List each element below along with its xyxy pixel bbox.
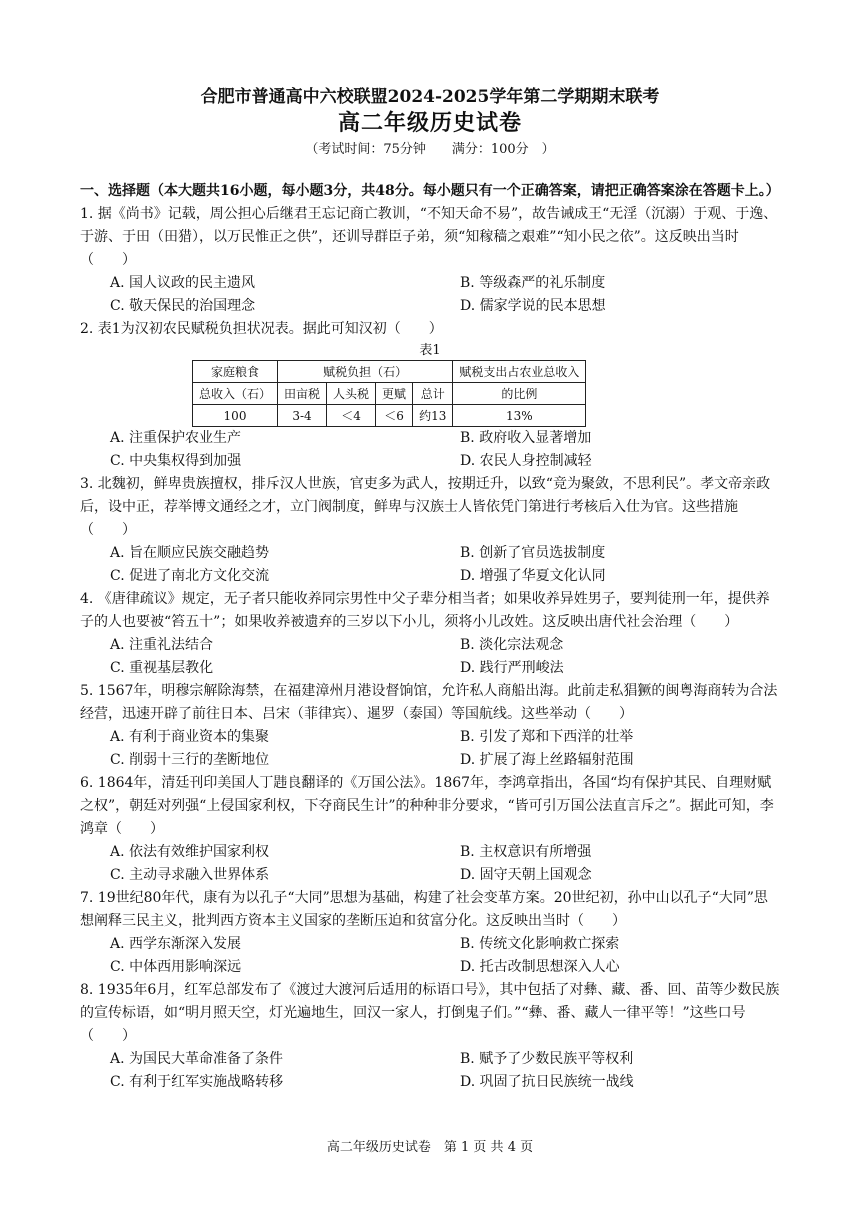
question-list (80, 180, 780, 1094)
question-3-options (80, 542, 780, 588)
option-a: A. 注重礼法结合 (110, 637, 214, 653)
question-5-stem: 5. 1567年，明穆宗解除海禁，在福建漳州月港设督饷馆，允许私人商船出海。此前走私猖獗的闽粤海商转为合法经营，迅速开辟了前往日本、吕宋（菲律宾）、暹罗（泰国）等国航线。这些举动（ ） (80, 683, 778, 722)
question-7-options (80, 933, 780, 979)
option-c: C. 敬天保民的治国理念 (110, 298, 256, 314)
question-6-stem: 6. 1864年，清廷刊印美国人丁韪良翻译的《万国公法》。1867年，李鸿章指出，各国“均有保护其民、自理财赋之权”，朝廷对列强“上侵国家利权，下夺商民生计”的种种非分要求，“皆可引万国公法直言斥之”。据此可知，李鸿章（ ） (80, 775, 774, 837)
question-6-options (80, 841, 780, 887)
option-c: C. 中央集权得到加强 (110, 453, 242, 469)
option-c: C. 促进了南北方文化交流 (110, 568, 270, 584)
option-b: B. 传统文化影响救亡探索 (460, 936, 620, 952)
option-a: A. 有利于商业资本的集聚 (110, 729, 270, 745)
option-b: B. 政府收入显著增加 (460, 430, 592, 446)
table-header-ren: 人头税 (327, 383, 376, 405)
cell-income: 100 (193, 405, 278, 427)
page-footer: 高二年级历史试卷 第 1 页 共 4 页 (326, 1140, 534, 1155)
cell-total: 约13 (413, 405, 453, 427)
option-b: B. 淡化宗法观念 (460, 637, 564, 653)
question-1-options (80, 272, 780, 318)
question-5-options (80, 726, 780, 772)
option-d: D. 固守天朝上国观念 (460, 867, 592, 883)
question-4-options (80, 634, 780, 680)
option-a: A. 为国民大革命准备了条件 (110, 1051, 284, 1067)
question-2-options (80, 427, 780, 473)
exam-time-score: （考试时间：75分钟 满分：100分 ） (305, 142, 555, 157)
table-header-total: 总计 (413, 383, 453, 405)
cell-tian: 3-4 (278, 405, 327, 427)
table-header-tax: 赋税负担（石） (278, 361, 453, 383)
option-a: A. 依法有效维护国家利权 (110, 844, 270, 860)
table-header-ratio-2: 的比例 (453, 383, 586, 405)
table-row (193, 405, 586, 427)
question-7-stem: 7. 19世纪80年代，康有为以孔子“大同”思想为基础，构建了社会变革方案。20世纪初，孙中山以孔子“大同”思想阐释三民主义，批判西方资本主义国家的垄断压迫和贫富分化。这反映出当时（ ） (80, 890, 768, 929)
table-header-geng: 更赋 (376, 383, 413, 405)
cell-geng: ＜6 (376, 405, 413, 427)
option-a: A. 注重保护农业生产 (110, 430, 242, 446)
option-a: A. 旨在顺应民族交融趋势 (110, 545, 270, 561)
table-caption: 表1 (419, 343, 441, 358)
section-heading: 一、选择题（本大题共16小题，每小题3分，共48分。每小题只有一个正确答案，请把正确答案涂在答题卡上。） (80, 183, 780, 199)
table-header-income: 家庭粮食 (193, 361, 278, 383)
option-d: D. 扩展了海上丝路辐射范围 (460, 752, 634, 768)
question-4-stem: 4. 《唐律疏议》规定，无子者只能收养同宗男性中父子辈分相当者；如果收养异姓男子，要判徒刑一年，提供养子的人也要被“笞五十”；如果收养被遗弃的三岁以下小儿，须将小儿改姓。这反映出唐代社会治理（ ） (80, 591, 770, 630)
option-b: B. 等级森严的礼乐制度 (460, 275, 606, 291)
table-header-tian: 田亩税 (278, 383, 327, 405)
option-d: D. 巩固了抗日民族统一战线 (460, 1074, 634, 1090)
question-1-stem: 1. 据《尚书》记载，周公担心后继君王忘记商亡教训，“不知天命不易”，故告诫成王“无淫（沉溺）于观、于逸、于游、于田（田猎），以万民惟正之供”，还训导群臣子弟，须“知稼穑之艰难”“知小民之依”。这反映出当时（ ） (80, 206, 778, 268)
question-3-stem: 3. 北魏初，鲜卑贵族擅权，排斥汉人世族，官吏多为武人，按期迁升，以致“竞为聚敛，不思利民”。孝文帝亲政后，设中正，荐举博文通经之才，立门阀制度，鲜卑与汉族士人皆依凭门第进行考核后入仕为官。这些措施（ ） (80, 476, 771, 538)
table-header-ratio: 赋税支出占农业总收入 (453, 361, 586, 383)
option-a: A. 西学东渐深入发展 (110, 936, 242, 952)
option-c: C. 削弱十三行的垄断地位 (110, 752, 270, 768)
option-a: A. 国人议政的民主遗风 (110, 275, 256, 291)
exam-title: 合肥市普通高中六校联盟2024-2025学年第二学期期末联考 (200, 87, 660, 107)
option-b: B. 引发了郑和下西洋的壮举 (460, 729, 634, 745)
question-8-options (80, 1048, 780, 1094)
option-d: D. 增强了华夏文化认同 (460, 568, 606, 584)
cell-ratio: 13% (453, 405, 586, 427)
option-b: B. 主权意识有所增强 (460, 844, 592, 860)
option-d: D. 践行严刑峻法 (460, 660, 564, 676)
tax-table (192, 360, 586, 427)
option-c: C. 中体西用影响深远 (110, 959, 242, 975)
question-2-stem: 2. 表1为汉初农民赋税负担状况表。据此可知汉初（ ） (80, 321, 443, 337)
option-b: B. 创新了官员选拔制度 (460, 545, 606, 561)
option-c: C. 重视基层教化 (110, 660, 214, 676)
question-8-stem: 8. 1935年6月，红军总部发布了《渡过大渡河后适用的标语口号》，其中包括了对彝、藏、番、回、苗等少数民族的宣传标语，如“明月照天空，灯光遍地生，回汉一家人，打倒鬼子们。”“彝、番、藏人一律平等！”这些口号（ ） (80, 982, 780, 1044)
option-d: D. 农民人身控制减轻 (460, 453, 592, 469)
option-b: B. 赋予了少数民族平等权利 (460, 1051, 634, 1067)
exam-subject-title: 高二年级历史试卷 (337, 110, 522, 136)
table-header-income-unit: 总收入（石） (193, 383, 278, 405)
option-c: C. 主动寻求融入世界体系 (110, 867, 270, 883)
option-d: D. 儒家学说的民本思想 (460, 298, 606, 314)
option-c: C. 有利于红军实施战略转移 (110, 1074, 284, 1090)
cell-ren: ＜4 (327, 405, 376, 427)
option-d: D. 托古改制思想深入人心 (460, 959, 620, 975)
